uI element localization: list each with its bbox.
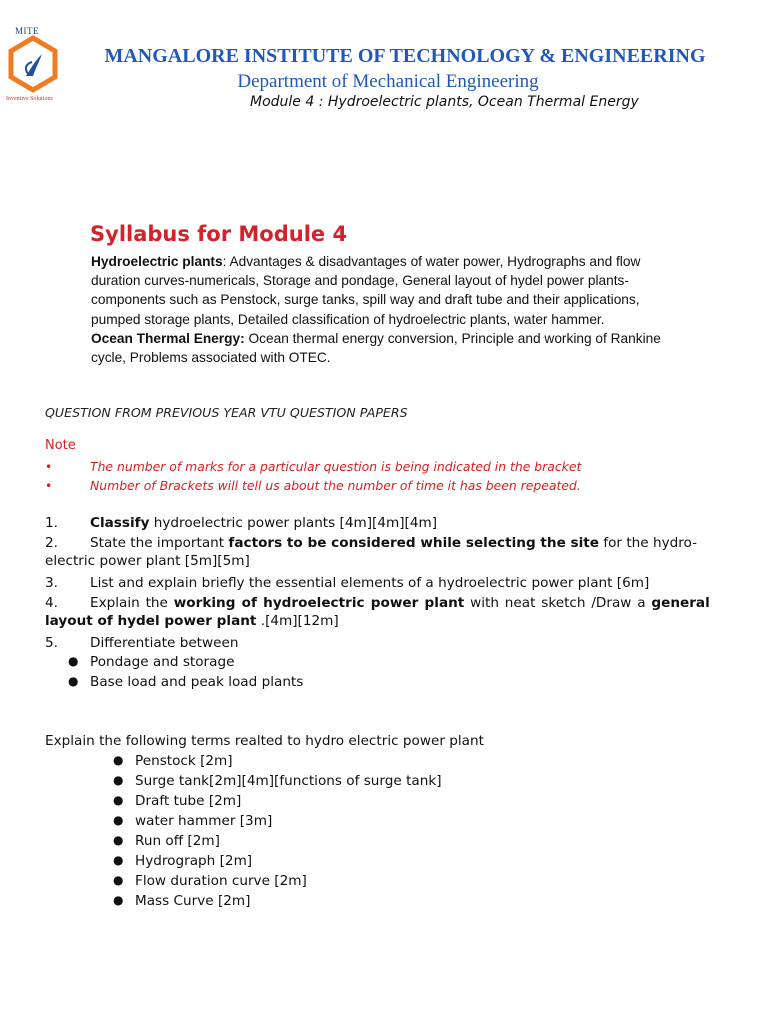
institute-name: MANGALORE INSTITUTE OF TECHNOLOGY & ENGINEERING [104,45,706,67]
q4-bold1: working of hydroelectric power plant [173,595,465,611]
otec-text: Ocean thermal energy conversion, Principle and working of Rankine cycle, Problems associated with OTEC. [91,330,661,366]
question-number: 1. [45,515,58,531]
note-item-text: Number of Brackets will tell us about the number of time it has been repeated. [90,478,581,493]
department-name: Department of Mechanical Engineering [237,71,539,92]
bullet-dot: ● [113,753,124,767]
question-number: 2. [45,535,58,551]
note-bullet: • [45,459,53,474]
note-bullet: • [45,478,53,493]
note-label: Note [45,438,76,453]
q2-pre: State the important [90,535,229,551]
note-item-text: The number of marks for a particular question is being indicated in the bracket [90,459,582,474]
bullet-dot: ● [68,674,79,688]
q1-text: hydroelectric power plants [4m][4m][4m] [149,515,438,531]
question-2 [45,533,723,553]
hydro-text: : Advantages & disadvantages of water power, Hydrographs and flow duration curves-numericals, Storage and pondage, General layout of hydel power plants- components such as Penstock, surge tanks, spill way and draft tube and their applications, pumped storage plants, Detailed classification of hydroelectric plants, water hammer. [91,254,641,327]
q5-text: Differentiate between [90,635,239,651]
bullet-dot: ● [113,893,124,907]
q2-bold: factors to be considered while selecting the site [228,535,599,551]
syllabus-title: Syllabus for Module 4 [90,222,348,246]
q1-bold: Classify [90,515,150,531]
bullet-dot: ● [113,813,124,827]
bullet-dot: ● [113,833,124,847]
explain-heading: Explain the following terms realted to hydro electric power plant [45,733,484,749]
q2-post: for the hydro- [599,535,698,551]
bullet-dot: ● [113,773,124,787]
q2-continuation: electric power plant [5m][5m] [45,553,250,569]
term-text: Draft tube [2m] [135,793,242,809]
syllabus-body [91,252,681,367]
q3-text: List and explain briefly the essential elements of a hydroelectric power plant [6m] [90,575,650,591]
q4-mid: with neat sketch /Draw a [464,595,652,611]
q4-bold2: general [651,595,710,611]
question-4 [45,593,723,613]
question-1 [45,513,723,533]
term-text: Penstock [2m] [135,753,233,769]
term-text: Mass Curve [2m] [135,893,251,909]
term-text: Flow duration curve [2m] [135,873,307,889]
logo-top-text: MITE [15,26,39,36]
hydro-label: Hydroelectric plants [91,254,223,269]
otec-label: Ocean Thermal Energy: [91,330,245,346]
logo-tagline: Inventive Solutions [6,96,53,102]
q4-cont-bold: layout of hydel power plant [45,613,257,629]
question-number: 5. [45,635,58,651]
previous-papers-heading: QUESTION FROM PREVIOUS YEAR VTU QUESTION PAPERS [45,405,408,420]
bullet-dot: ● [113,853,124,867]
note-item [45,478,745,496]
question-number: 4. [45,595,58,611]
question-number: 3. [45,575,58,591]
question-5 [45,633,723,653]
q5-sub-text: Pondage and storage [90,654,235,670]
note-item [45,459,745,477]
q4-pre: Explain the [90,595,174,611]
bullet-dot: ● [68,654,79,668]
question-3 [45,573,723,593]
bullet-dot: ● [113,793,124,807]
term-text: Hydrograph [2m] [135,853,253,869]
term-text: Surge tank[2m][4m][functions of surge tank] [135,773,442,789]
q4-cont-rest: .[4m][12m] [256,613,339,629]
term-text: water hammer [3m] [135,813,273,829]
bullet-dot: ● [113,873,124,887]
module-title: Module 4 : Hydroelectric plants, Ocean Thermal Energy [250,94,639,110]
term-text: Run off [2m] [135,833,220,849]
q5-sub-text: Base load and peak load plants [90,674,304,690]
